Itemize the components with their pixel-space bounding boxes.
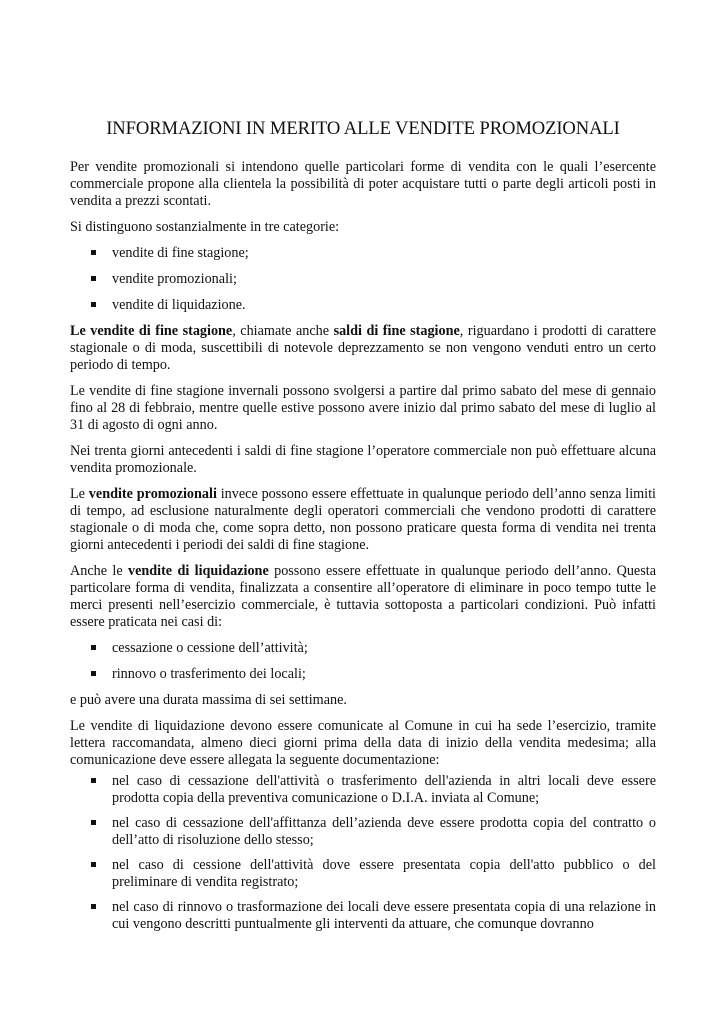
promozionali-paragraph: Le vendite promozionali invece possono essere effettuate in qualunque periodo dell’anno senza limiti di tempo, ad esclusione naturalmente degli operatori commerciali che vendono prodotti di carattere stagionale o di moda che, come sopra detto, non possono praticare questa forma di vendita nei trenta giorni antecedenti i periodi dei saldi di fine stagione. xyxy=(70,486,656,553)
bullet-icon xyxy=(91,904,96,909)
documentazione-list xyxy=(70,773,656,933)
bullet-icon xyxy=(91,645,96,650)
comunicazione-paragraph: Le vendite di liquidazione devono essere comunicate al Comune in cui ha sede l’esercizio, tramite lettera raccomandata, almeno dieci giorni prima della data di inizio della vendita medesima; alla comunicazione deve essere allegata la seguente documentazione: xyxy=(70,718,656,768)
categories-list xyxy=(70,245,656,314)
intro-paragraph: Per vendite promozionali si intendono quelle particolari forme di vendita con le quali l’esercente commerciale propone alla clientela la possibilità di poter acquistare tutti o parte degli articoli posti in vendita a prezzi scontati. xyxy=(70,159,656,209)
list-item: nel caso di cessione dell'attività dove essere presentata copia dell'atto pubblico o del preliminare di vendita registrato; xyxy=(70,857,656,891)
bullet-icon xyxy=(91,862,96,867)
document-title: INFORMAZIONI IN MERITO ALLE VENDITE PROMOZIONALI xyxy=(106,118,620,139)
divieto-paragraph: Nei trenta giorni antecedenti i saldi di fine stagione l’operatore commerciale non può effettuare alcuna vendita promozionale. xyxy=(70,443,656,476)
bullet-icon xyxy=(91,820,96,825)
list-item: vendite promozionali; xyxy=(70,271,656,288)
casi-list xyxy=(70,640,656,683)
bullet-icon xyxy=(91,276,96,281)
document-page xyxy=(70,118,656,942)
list-item: cessazione o cessione dell’attività; xyxy=(70,640,656,657)
durata-paragraph: e può avere una durata massima di sei settimane. xyxy=(70,692,347,708)
bullet-icon xyxy=(91,671,96,676)
periodi-paragraph: Le vendite di fine stagione invernali possono svolgersi a partire dal primo sabato del mese di gennaio fino al 28 di febbraio, mentre quelle estive possono avere inizio dal primo sabato del mese di luglio al 31 di agosto di ogni anno. xyxy=(70,383,656,433)
list-item: rinnovo o trasferimento dei locali; xyxy=(70,666,656,683)
list-item: nel caso di rinnovo o trasformazione dei locali deve essere presentata copia di una relazione in cui vengono descritti puntualmente gli interventi da attuare, che comunque dovranno xyxy=(70,899,656,933)
liquidazione-paragraph: Anche le vendite di liquidazione possono essere effettuate in qualunque periodo dell’anno. Questa particolare forma di vendita, finalizzata a consentire all’operatore di eliminare in poco tempo tutte le merci presenti nell’esercizio commerciale, è tuttavia sottoposta a particolari condizioni. Può infatti essere praticata nei casi di: xyxy=(70,563,656,630)
bullet-icon xyxy=(91,778,96,783)
list-item: vendite di fine stagione; xyxy=(70,245,656,262)
list-item: vendite di liquidazione. xyxy=(70,297,656,314)
bullet-icon xyxy=(91,250,96,255)
fine-stagione-paragraph: Le vendite di fine stagione, chiamate anche saldi di fine stagione, riguardano i prodotti di carattere stagionale o di moda, suscettibili di notevole deprezzamento se non vengono venduti entro un certo periodo di tempo. xyxy=(70,323,657,373)
categories-intro: Si distinguono sostanzialmente in tre categorie: xyxy=(70,219,340,235)
list-item: nel caso di cessazione dell'attività o trasferimento dell'azienda in altri locali deve essere prodotta copia della preventiva comunicazione o D.I.A. inviata al Comune; xyxy=(70,773,656,807)
bullet-icon xyxy=(91,302,96,307)
list-item: nel caso di cessazione dell'affittanza dell’azienda deve essere prodotta copia del contratto o dell’atto di risoluzione dello stesso; xyxy=(70,815,656,849)
